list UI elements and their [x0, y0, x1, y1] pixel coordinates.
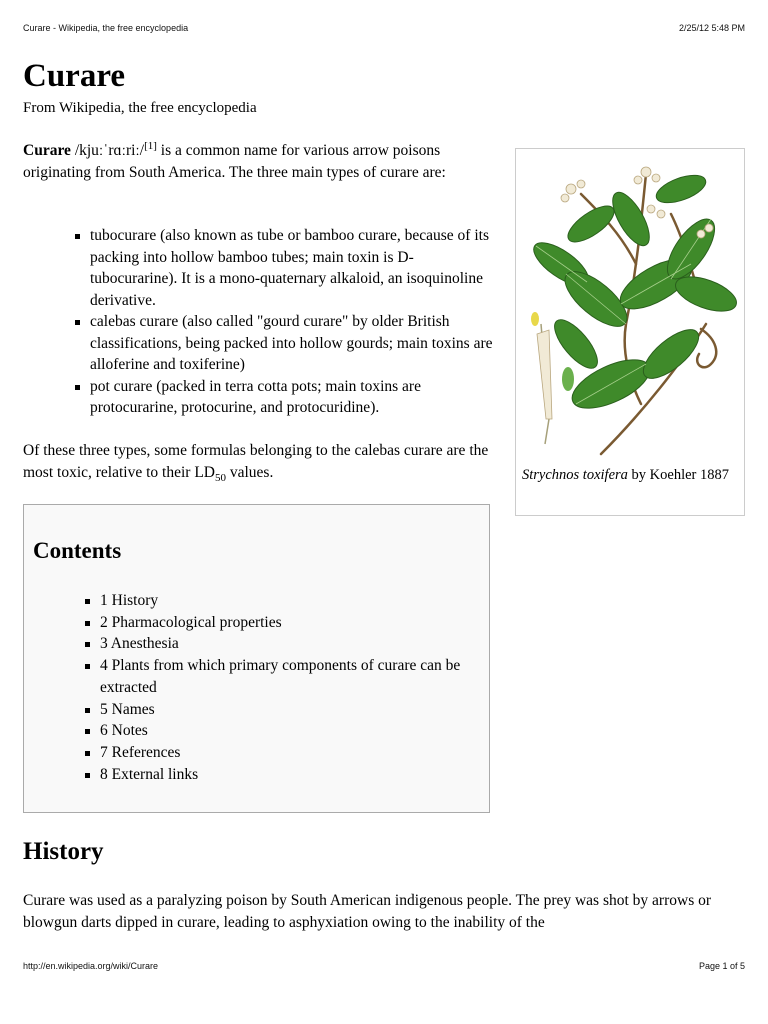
footnote-link[interactable]: [1] — [144, 140, 157, 152]
toc-item-pharmacological-properties[interactable]: 2 Pharmacological properties — [85, 612, 475, 634]
print-footer — [23, 961, 745, 971]
print-page-number: Page 1 of 5 — [698, 961, 745, 971]
toc-item-history[interactable]: 1 History — [85, 590, 475, 612]
toxicity-paragraph — [23, 440, 493, 485]
page-title: Curare — [23, 58, 126, 94]
section-heading-history: History — [23, 838, 104, 865]
intro-paragraph — [23, 140, 493, 183]
figure-caption — [522, 464, 737, 486]
toc-item-names[interactable]: 5 Names — [85, 699, 475, 721]
toc-item-notes[interactable]: 6 Notes — [85, 720, 475, 742]
list-item: calebas curare (also called "gourd curare" by older British classifications, being packed into hollow gourds; main toxins are alloferine and toxiferine) — [75, 311, 495, 376]
toc-item-anesthesia[interactable]: 3 Anesthesia — [85, 633, 475, 655]
toc-item-references[interactable]: 7 References — [85, 742, 475, 764]
infobox-figure — [515, 148, 745, 516]
print-url: http://en.wikipedia.org/wiki/Curare — [23, 961, 159, 971]
toc-title: Contents — [33, 538, 122, 563]
intro-text: is a common name for various arrow poisons originating from South America. The three main types of curare are: — [23, 142, 446, 181]
print-datetime: 2/25/12 5:48 PM — [678, 23, 745, 33]
toc-item-external-links[interactable]: 8 External links — [85, 764, 475, 786]
caption-species[interactable]: Strychnos toxifera — [522, 467, 628, 483]
page-subtitle: From Wikipedia, the free encyclopedia — [23, 100, 257, 116]
ld50-subscript: 50 — [214, 471, 226, 484]
print-header — [23, 23, 745, 33]
toxicity-text-end: values. — [225, 463, 274, 481]
list-item: tubocurare (also known as tube or bamboo curare, because of its packing into hollow bamboo tubes; main toxin is D-tubocurarine). It is a mono-quaternary alkaloid, an isoquinoline derivative. — [75, 225, 495, 311]
pronunciation[interactable]: /kjuːˈrɑːriː/ — [70, 142, 145, 159]
print-page-title: Curare - Wikipedia, the free encyclopedia — [23, 23, 189, 33]
plant-illustration-image[interactable] — [521, 154, 741, 464]
caption-credit: by Koehler 1887 — [627, 467, 729, 483]
table-of-contents — [23, 504, 490, 813]
curare-types-list — [75, 225, 495, 419]
toxicity-text: Of these three types, some formulas belonging to the calebas curare are the most toxic, relative to their LD — [23, 442, 489, 481]
toc-item-plants[interactable]: 4 Plants from which primary components of curare can be extracted — [85, 655, 475, 698]
intro-bold-term: Curare — [23, 142, 71, 159]
leaves — [527, 170, 741, 418]
toc-list — [85, 590, 475, 785]
history-paragraph: Curare was used as a paralyzing poison by South American indigenous people. The prey was shot by arrows or blowgun darts dipped in curare, leading to asphyxiation owing to the inability of the — [23, 892, 712, 931]
list-item: pot curare (packed in terra cotta pots; main toxins are protocurarine, protocurine, and protocuridine). — [75, 376, 495, 419]
